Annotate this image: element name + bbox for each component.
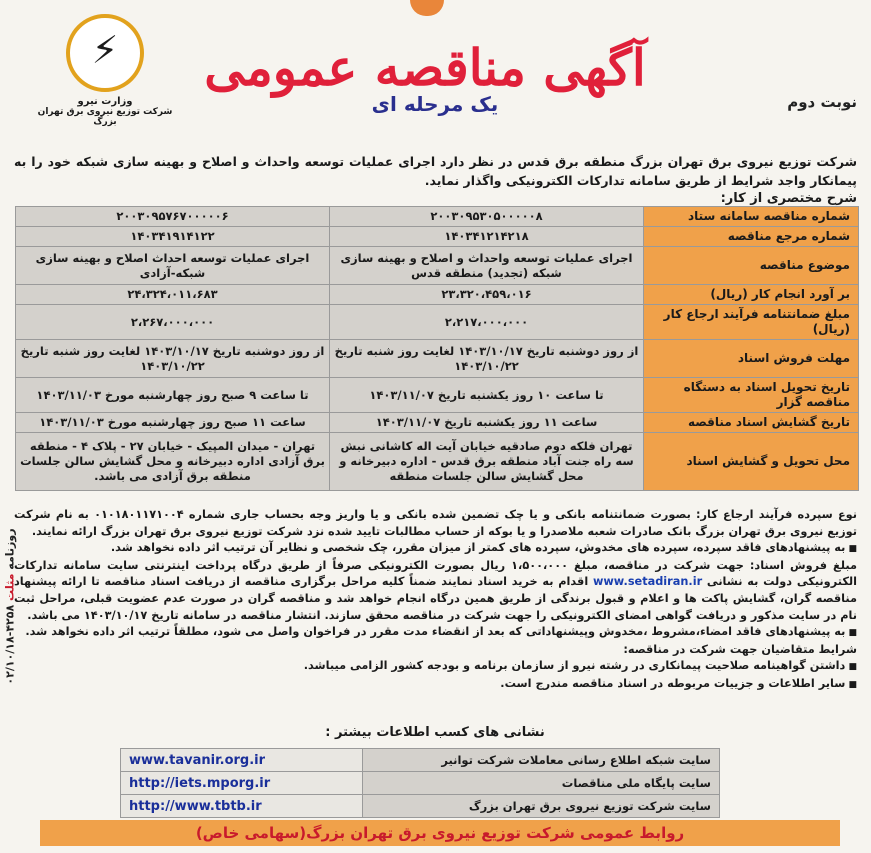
row-label: تاریخ تحویل اسناد به دستگاه مناقصه گزار <box>644 378 859 413</box>
table-row <box>16 285 859 305</box>
info-row <box>121 772 720 795</box>
info-row <box>121 795 720 818</box>
table-row <box>16 413 859 433</box>
setad-link[interactable]: www.setadiran.ir <box>592 575 703 589</box>
info-row <box>121 749 720 772</box>
requirement-license: ■ داشتن گواهینامه صلاحیت پیمانکاری در رشته نیرو از سازمان برنامه و بودجه کشور الزامی میباشد. <box>14 658 857 676</box>
cell-tender-1: تهران فلکه دوم صادقیه خیابان آیت اله کاشانی نبش سه راه جنت آباد منطقه برق قدس - اداره دبیرخانه و محل گشایش سالن جلسات منطقه <box>330 433 644 491</box>
row-label: تاریخ گشایش اسناد مناقصه <box>644 413 859 433</box>
document-fee-paragraph: مبلغ فروش اسناد: جهت شرکت در مناقصه، مبلغ ۱،۵۰۰،۰۰۰ ریال بصورت الکترونیکی صرفاً از طریق درگاه پرداخت اینترنتی سایت سامانه تدارکات الکترونیکی دولت به نشانی www.setadiran.ir اقدام به خرید اسناد نمایند ضمناً کلیه مراحل برگزاری مناقصه از دریافت اسناد مناقصه تا ارائه پیشنهاد مناقصه گران، گشایش پاکت ها و اعلام و قبول برندگی از طریق همین درگاه انجام خواهد شد و مناقصه گران در صورت عدم عضویت قبلی، مراحل ثبت نام در سایت مذکور و دریافت گواهی امضای الکترونیکی را جهت شرکت در مناقصه محقق سازند. انتشار مناقصه در سامانه تاریخ ۱۴۰۳/۱۰/۱۷ می باشد. <box>14 558 858 622</box>
page-subtitle: یک مرحله ای <box>371 92 499 116</box>
cell-tender-2: ۲،۲۶۷،۰۰۰،۰۰۰ <box>16 305 330 340</box>
cell-tender-1: اجرای عملیات توسعه واحداث و اصلاح و بهینه سازی شبکه (تجدید) منطقه قدس <box>330 247 644 285</box>
cell-tender-1: از روز دوشنبه تاریخ ۱۴۰۳/۱۰/۱۷ لغایت روز شنبه تاریخ ۱۴۰۳/۱۰/۲۲ <box>330 340 644 378</box>
table-row <box>16 378 859 413</box>
requirement-details: ■ سایر اطلاعات و جزییات مربوطه در اسناد مناقصه مندرج است. <box>14 676 857 694</box>
logo-emblem-icon: ⚡ <box>66 14 144 92</box>
cell-tender-2: تا ساعت ۹ صبح روز چهارشنبه مورخ ۱۴۰۳/۱۱/۰۳ <box>16 378 330 413</box>
conditions-text <box>14 507 857 694</box>
row-label: شماره مرجع مناقصه <box>644 227 859 247</box>
table-row <box>16 340 859 378</box>
row-label: مبلغ ضمانتنامه فرآیند ارجاع کار (ریال) <box>644 305 859 340</box>
ministry-name: وزارت نیرو <box>77 96 133 107</box>
info-heading: نشانی های کسب اطلاعات بیشتر : <box>325 725 545 740</box>
info-site-name: سایت شبکه اطلاع رسانی معاملات شرکت توانیر <box>363 749 720 772</box>
cell-tender-2: ۲۰۰۳۰۹۵۷۶۷۰۰۰۰۰۶ <box>16 207 330 227</box>
page-title: آگهی مناقصه عمومی <box>204 38 646 97</box>
footer-banner: روابط عمومی شرکت توزیع نیروی برق تهران بزرگ(سهامی خاص) <box>40 820 840 846</box>
cell-tender-2: از روز دوشنبه تاریخ ۱۴۰۳/۱۰/۱۷ لغایت روز شنبه تاریخ ۱۴۰۳/۱۰/۲۲ <box>16 340 330 378</box>
tender-table <box>15 206 859 491</box>
cell-tender-2: اجرای عملیات توسعه احداث اصلاح و بهینه سازی شبکه-آزادی <box>16 247 330 285</box>
logo <box>30 14 180 127</box>
table-row <box>16 433 859 491</box>
top-decoration <box>410 0 444 16</box>
info-site-name: سایت پایگاه ملی مناقصات <box>363 772 720 795</box>
cell-tender-1: ۲،۲۱۷،۰۰۰،۰۰۰ <box>330 305 644 340</box>
cell-tender-1: ساعت ۱۱ روز یکشنبه تاریخ ۱۴۰۳/۱۱/۰۷ <box>330 413 644 433</box>
cell-tender-1: ۲۰۰۳۰۹۵۳۰۵۰۰۰۰۰۸ <box>330 207 644 227</box>
newspaper-sidebar: روزنامه مثلت ۴۲۵۸-۰۲/۱۰/۱۸ <box>3 528 17 685</box>
cell-tender-2: ساعت ۱۱ صبح روز چهارشنبه مورخ ۱۴۰۳/۱۱/۰۳ <box>16 413 330 433</box>
info-site-link[interactable]: http://iets.mporg.ir <box>121 772 363 795</box>
row-label: شماره مناقصه سامانه ستاد <box>644 207 859 227</box>
info-table <box>120 748 720 818</box>
cell-tender-1: ۱۴۰۳۴۱۲۱۴۲۱۸ <box>330 227 644 247</box>
row-label: مهلت فروش اسناد <box>644 340 859 378</box>
info-site-link[interactable]: http://www.tbtb.ir <box>121 795 363 818</box>
table-row <box>16 227 859 247</box>
signature-warning: ■ به پیشنهادهای فاقد امضاء،مشروط ،مخدوش وپیشنهاداتی که بعد از انقضاء مدت مقرر در فراخوان واصل می شود، مطلقاً ترتیب اثر داده نخواهد شد. <box>14 624 857 642</box>
cell-tender-1: ۲۳،۳۲۰،۴۵۹،۰۱۶ <box>330 285 644 305</box>
intro-paragraph: شرکت توزیع نیروی برق تهران بزرگ منطقه برق قدس در نظر دارد اجرای عملیات توسعه واحداث و اصلاح و بهینه سازی شبکه خود را به پیمانکار واجد شرایط از طریق سامانه تدارکات الکترونیکی واگذار نماید. <box>14 154 857 188</box>
cell-tender-2: ۲۴،۳۲۴،۰۱۱،۶۸۳ <box>16 285 330 305</box>
info-site-name: سایت شرکت توزیع نیروی برق تهران بزرگ <box>363 795 720 818</box>
row-label: بر آورد انجام کار (ریال) <box>644 285 859 305</box>
table-row <box>16 247 859 285</box>
info-site-link[interactable]: www.tavanir.org.ir <box>121 749 363 772</box>
round-label: نوبت دوم <box>787 93 857 111</box>
deposit-warning: ■ به پیشنهادهای فاقد سپرده، سپرده های مخدوش، سپرده های کمتر از میزان مقرر، چک شخصی و نظایر آن ترتیب اثر داده نخواهد شد. <box>14 540 857 558</box>
cell-tender-1: تا ساعت ۱۰ روز یکشنبه تاریخ ۱۴۰۳/۱۱/۰۷ <box>330 378 644 413</box>
cell-tender-2: تهران - میدان المپیک - خیابان ۲۷ - پلاک ۴ - منطقه برق آزادی اداره دبیرخانه و محل گشایش سالن جلسات منطقه برق آزادی می باشد. <box>16 433 330 491</box>
company-name: شرکت توزیع نیروی برق تهران بزرگ <box>37 107 173 127</box>
deposit-paragraph: نوع سپرده فرآیند ارجاع کار: بصورت ضمانتنامه بانکی و یا چک تضمین شده بانکی و یا واریز وجه بحساب جاری شماره ۰۱۰۱۸۰۱۱۷۱۰۰۴ به نام شرکت توزیع نیروی برق تهران بزرگ بانک صادرات شعبه ملاصدرا و یا بوکه از حساب مطالبات تایید شده نزد شرکت توزیع نیروی برق تهران بزرگ ارائه نمایند. <box>14 508 857 538</box>
summary-heading: شرح مختصری از کار: <box>720 191 857 206</box>
table-row <box>16 305 859 340</box>
table-row <box>16 207 859 227</box>
row-label: موضوع مناقصه <box>644 247 859 285</box>
row-label: محل تحویل و گشایش اسناد <box>644 433 859 491</box>
requirements-heading: شرایط متقاضیان جهت شرکت در مناقصه: <box>623 642 857 656</box>
cell-tender-2: ۱۴۰۳۴۱۹۱۴۱۲۲ <box>16 227 330 247</box>
